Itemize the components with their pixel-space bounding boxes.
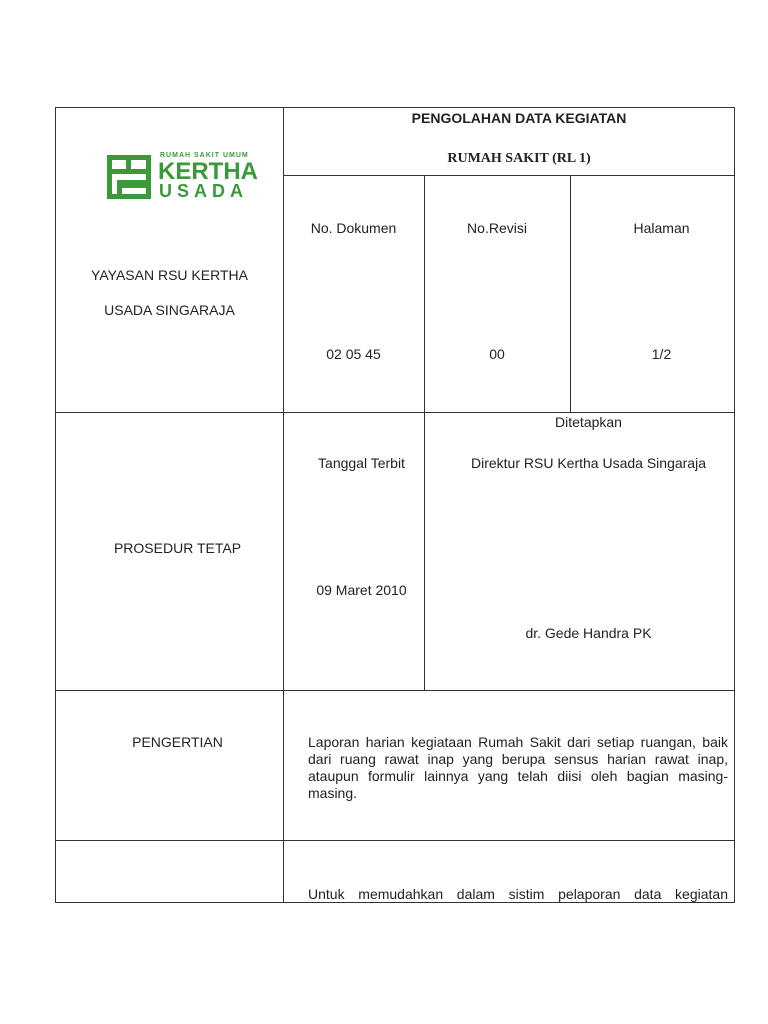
purpose-text: Untuk memudahkan dalam sistim pelaporan data kegiatan (308, 886, 728, 902)
director-title: Direktur RSU Kertha Usada Singaraja (471, 455, 706, 471)
revision-label: No.Revisi (467, 220, 527, 236)
definition-divider (56, 840, 735, 841)
doc-no-label: No. Dokumen (310, 220, 397, 236)
revision-divider (570, 175, 571, 413)
definition-text: Laporan harian kegiataan Rumah Sakit dari setiap ruangan, baik dari ruang rawat inap yang berupa sensus harian rawat inap, ataupun formulir lainnya yang telah diisi oleh bagian masing-masing. (308, 734, 728, 801)
procedure-label: PROSEDUR TETAP (113, 540, 242, 556)
signer-name: dr. Gede Handra PK (525, 625, 652, 641)
logo-name-line1: KERTHA (158, 158, 258, 185)
definition-label: PENGERTIAN (132, 734, 223, 750)
header-title-divider (283, 175, 735, 176)
logo-name-line2: USADA (159, 181, 249, 201)
logo-top-text: RUMAH SAKIT UMUM (160, 152, 249, 159)
established-label: Ditetapkan (555, 414, 622, 430)
document-table (55, 107, 735, 903)
doc-no-value: 02 05 45 (326, 346, 381, 362)
hospital-logo (106, 153, 256, 205)
org-name-line1: YAYASAN RSU KERTHA (91, 267, 248, 283)
org-name-line2: USADA SINGARAJA (104, 302, 235, 318)
document-subtitle: RUMAH SAKIT (RL 1) (447, 151, 591, 166)
document-title: PENGOLAHAN DATA KEGIATAN (411, 110, 627, 126)
doc-no-divider (424, 175, 425, 691)
issue-date-label: Tanggal Terbit (318, 455, 405, 471)
procedure-divider (56, 690, 735, 691)
page-value: 1/2 (651, 346, 672, 362)
page-label: Halaman (633, 220, 690, 236)
issue-date-value: 09 Maret 2010 (316, 582, 407, 598)
revision-value: 00 (489, 346, 505, 362)
